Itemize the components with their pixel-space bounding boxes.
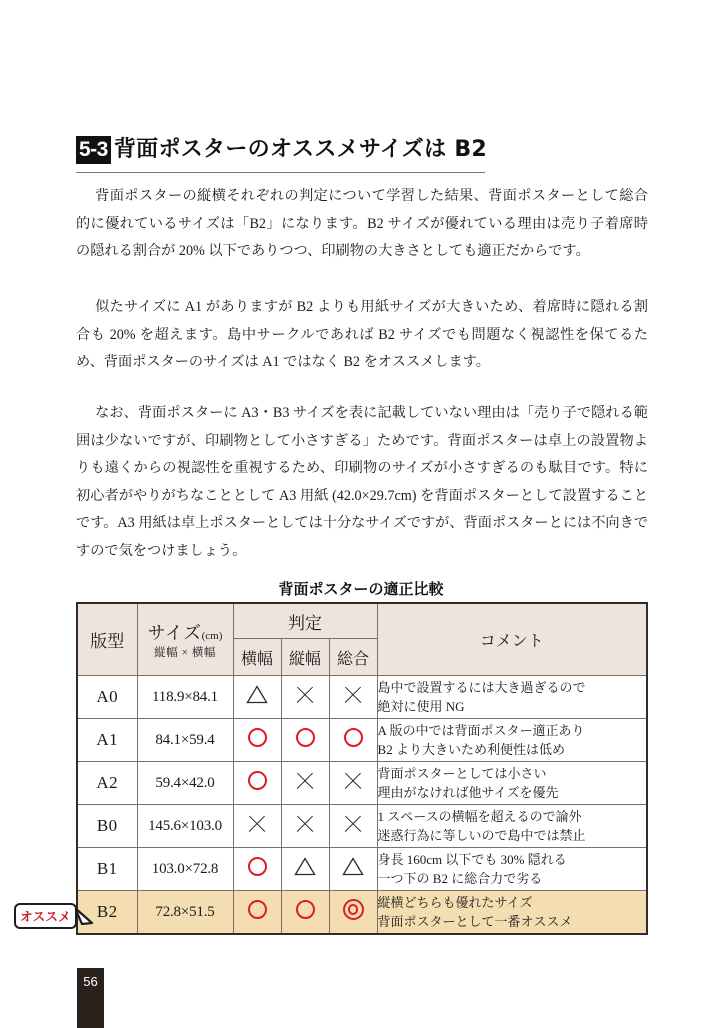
mark-cross-icon [295,771,315,791]
comment-line-1: A 版の中では背面ポスター適正あり [377,723,585,738]
comment-line-1: 身長 160cm 以下でも 30% 隠れる [377,852,567,867]
header-row-1 [77,603,647,639]
cell-kata: B0 [77,805,137,848]
paragraph-3: なお、背面ポスターに A3・B3 サイズを表に記載していない理由は「売り子で隠れる範囲は少ないですが、印刷物として小さすぎる」ためです。背面ポスターは卓上の設置物よりも遠くからの視認性を重視するため、印刷物のサイズが小さすぎるのも駄目です。特に初心者がやりがちなこととして A3 用紙 (42.0×29.7cm) を背面ポスターとして設置することです。A3 用紙は卓上ポスターとしては十分なサイズですが、背面ポスターとには不向きですので気をつけましょう。 [76,405,648,559]
cell-kata: A1 [77,719,137,762]
table-row [77,719,647,762]
section-heading [76,136,646,164]
paragraph-1: 背面ポスターの縦横それぞれの判定について学習した結果、背面ポスターとして総合的に優れているサイズは「B2」になります。B2 サイズが優れている理由は売り子着席時の隠れる割合が 20% 以下でありつつ、印刷物の大きさとしても適正だからです。 [76,188,648,259]
mark-circle-icon [248,857,267,876]
page-number: 56 [77,968,104,1028]
mark-cross-icon [295,814,315,834]
col-header-size-sub: 縦幅 × 横幅 [154,647,216,659]
cell-judge-yoko [233,676,281,719]
cell-size: 103.0×72.8 [137,848,233,891]
comparison-table [76,602,648,935]
cell-judge-yoko [233,848,281,891]
comment-line-1: 1 スペースの横幅を超えるので論外 [377,809,582,824]
cell-comment [377,676,647,719]
col-header-size-main: サイズ [147,623,202,643]
comment-line-2: B2 より大きいため利便性は低め [377,742,565,757]
section-number-badge: 5-3 [76,136,111,164]
mark-cross-icon [295,685,315,705]
mark-double-circle-icon [343,899,364,920]
cell-judge-sougou [329,805,377,848]
cell-size: 145.6×103.0 [137,805,233,848]
mark-circle-icon [248,900,267,919]
cell-judge-tate [281,891,329,935]
comment-line-2: 背面ポスターとして一番オススメ [377,914,573,929]
cell-judge-tate [281,848,329,891]
mark-triangle-icon [342,857,364,881]
cell-kata: B1 [77,848,137,891]
table-row [77,891,647,935]
col-header-size [137,603,233,676]
recommendation-badge [14,903,77,929]
comment-line-2: 絶対に使用 NG [377,699,465,714]
cell-comment [377,848,647,891]
mark-triangle-icon [246,685,268,709]
cell-judge-tate [281,676,329,719]
mark-circle-icon [248,771,267,790]
cell-size: 84.1×59.4 [137,719,233,762]
cell-judge-sougou [329,891,377,935]
table-head [77,603,647,676]
cell-size: 118.9×84.1 [137,676,233,719]
col-header-comment: コメント [377,603,647,676]
cell-kata: B2 [77,891,137,935]
table-body [77,676,647,935]
col-header-yokohaba: 横幅 [233,639,281,676]
cell-kata: A2 [77,762,137,805]
cell-judge-tate [281,762,329,805]
cell-comment [377,805,647,848]
cell-judge-tate [281,805,329,848]
cell-judge-sougou [329,762,377,805]
mark-circle-icon [248,728,267,747]
col-header-hantei: 判定 [233,603,377,639]
table-row [77,676,647,719]
table-caption: 背面ポスターの適正比較 [278,580,444,598]
table-row [77,848,647,891]
mark-circle-icon [296,728,315,747]
mark-triangle-icon [294,857,316,881]
cell-judge-sougou [329,848,377,891]
mark-cross-icon [343,685,363,705]
comment-line-1: 背面ポスターとしては小さい [377,766,547,781]
mark-cross-icon [247,814,267,834]
col-header-kata: 版型 [77,603,137,676]
cell-comment [377,719,647,762]
comment-line-1: 島中で設置するには大き過ぎるので [377,680,586,695]
mark-cross-icon [343,814,363,834]
table-row [77,762,647,805]
heading-underline [76,172,485,173]
col-header-size-unit: (cm) [201,630,223,642]
comment-line-2: 迷惑行為に等しいので島中では禁止 [377,828,586,843]
comparison-table-wrapper [76,602,646,935]
cell-comment [377,891,647,935]
mark-cross-icon [343,771,363,791]
paragraph-2: 似たサイズに A1 がありますが B2 よりも用紙サイズが大きいため、着席時に隠れる割合も 20% を超えます。島中サークルであれば B2 サイズでも問題なく視認性を保てるため、背面ポスターのサイズは A1 ではなく B2 をオススメします。 [76,299,648,370]
cell-judge-tate [281,719,329,762]
cell-comment [377,762,647,805]
mark-circle-icon [344,728,363,747]
cell-kata: A0 [77,676,137,719]
cell-judge-yoko [233,805,281,848]
mark-circle-icon [296,900,315,919]
cell-judge-yoko [233,719,281,762]
cell-judge-yoko [233,762,281,805]
col-header-sougou: 総合 [329,639,377,676]
comment-line-2: 理由がなければ他サイズを優先 [377,785,559,800]
cell-judge-sougou [329,676,377,719]
col-header-tatehaba: 縦幅 [281,639,329,676]
cell-size: 59.4×42.0 [137,762,233,805]
cell-size: 72.8×51.5 [137,891,233,935]
cell-judge-sougou [329,719,377,762]
page-title: 背面ポスターのオススメサイズは B2 [113,137,488,162]
recommendation-badge-label: オススメ [20,909,71,924]
comment-line-2: 一つ下の B2 に総合力で劣る [377,871,543,886]
cell-judge-yoko [233,891,281,935]
comment-line-1: 縦横どちらも優れたサイズ [377,895,533,910]
table-row [77,805,647,848]
